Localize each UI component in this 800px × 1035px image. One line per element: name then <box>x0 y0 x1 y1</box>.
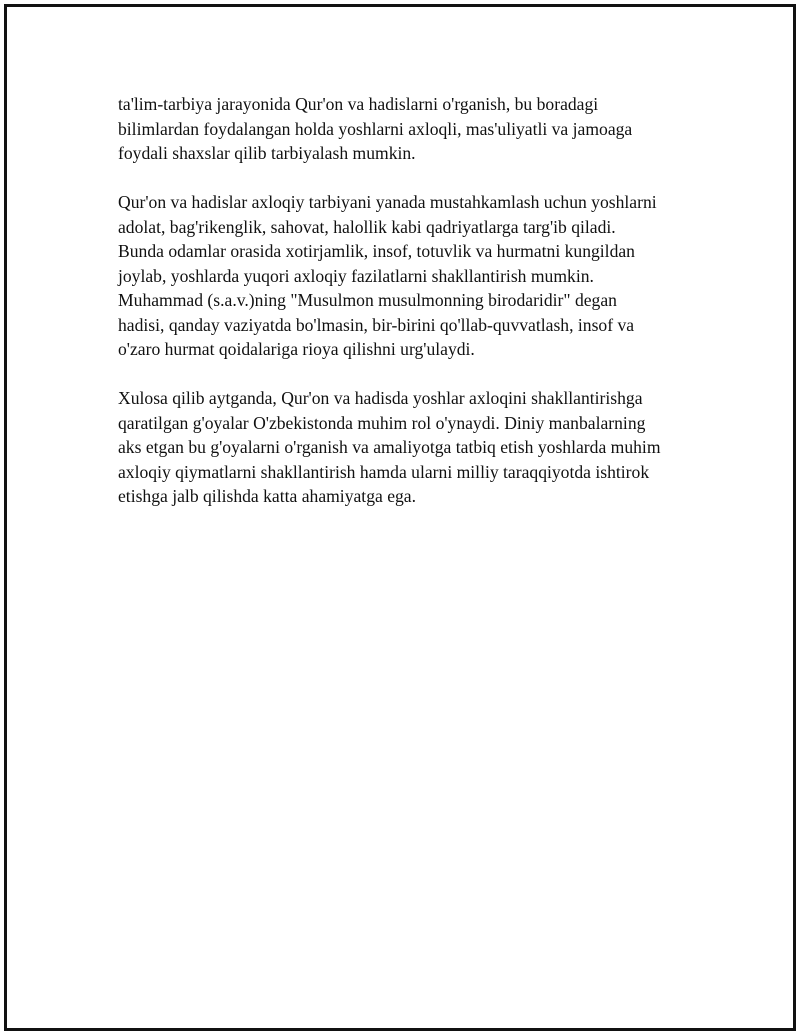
text-line: etishga jalb qilishda katta ahamiyatga ega. <box>118 486 417 506</box>
paragraph-3 <box>118 386 700 509</box>
text-line: Muhammad (s.a.v.)ning "Musulmon musulmonning birodaridir" degan <box>118 290 617 310</box>
text-line: axloqiy qiymatlarni shakllantirish hamda ularni milliy taraqqiyotda ishtirok <box>118 461 650 482</box>
text-line: adolat, bag'rikenglik, sahovat, halollik kabi qadriyatlarga targ'ib qiladi. <box>118 216 616 237</box>
paragraph-2 <box>118 190 700 362</box>
paragraph-1 <box>118 92 700 166</box>
text-line: qaratilgan g'oyalar O'zbekistonda muhim rol o'ynaydi. Diniy manbalarning <box>118 412 646 433</box>
text-line: foydali shaxslar qilib tarbiyalash mumkin. <box>118 143 416 163</box>
text-line: ta'lim-tarbiya jarayonida Qur'on va hadislarni o'rganish, bu boradagi <box>118 94 599 114</box>
text-line: bilimlardan foydalangan holda yoshlarni axloqli, mas'uliyatli va jamoaga <box>118 118 633 139</box>
text-line: Qur'on va hadislar axloqiy tarbiyani yanada mustahkamlash uchun yoshlarni <box>118 192 657 212</box>
text-line: aks etgan bu g'oyalarni o'rganish va amaliyotga tatbiq etish yoshlarda muhim <box>118 437 661 457</box>
document-body <box>118 92 700 533</box>
text-line: joylab, yoshlarda yuqori axloqiy fazilatlarni shakllantirish mumkin. <box>118 265 594 286</box>
text-line: Xulosa qilib aytganda, Qur'on va hadisda yoshlar axloqini shakllantirishga <box>118 388 643 408</box>
text-line: o'zaro hurmat qoidalariga rioya qilishni urg'ulaydi. <box>118 339 475 359</box>
text-line: hadisi, qanday vaziyatda bo'lmasin, bir-birini qo'llab-quvvatlash, insof va <box>118 314 635 335</box>
text-line: Bunda odamlar orasida xotirjamlik, insof, totuvlik va hurmatni kungildan <box>118 241 635 261</box>
